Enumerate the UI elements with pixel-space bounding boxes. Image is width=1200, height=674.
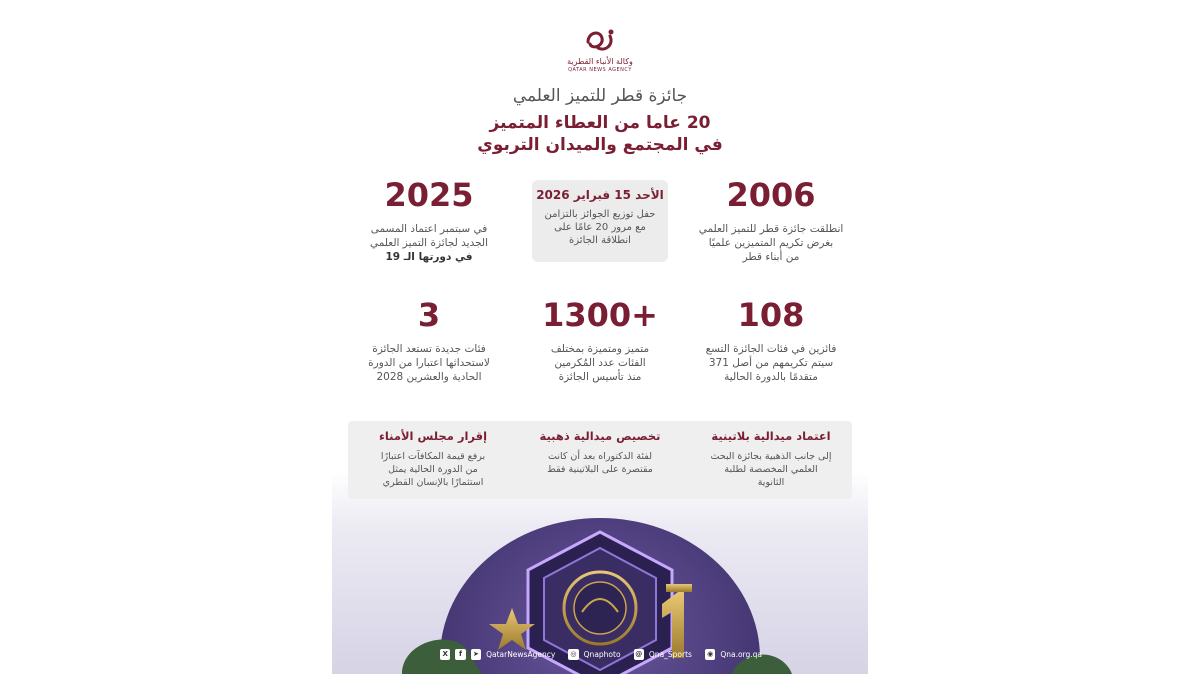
instagram-icon[interactable]: ◎ xyxy=(568,649,578,660)
infographic-poster xyxy=(332,0,868,674)
band-heading: اعتماد ميدالية بلاتينية xyxy=(711,429,831,443)
award-title: جائزة قطر للتميز العلمي xyxy=(512,86,688,106)
band-board-approval xyxy=(358,429,508,489)
handle-qnaphoto[interactable]: Qnaphoto xyxy=(583,649,621,659)
ceremony-event-box xyxy=(532,180,668,262)
medals-band xyxy=(348,421,852,499)
qna-logo-icon xyxy=(580,26,620,56)
handle-qatarnewsagency[interactable]: QatarNewsAgency xyxy=(486,649,556,659)
threads-icon[interactable]: @ xyxy=(635,650,643,658)
event-date: الأحد 15 فبراير 2026 xyxy=(536,188,664,202)
band-heading: إقرار مجلس الأمناء xyxy=(378,429,488,443)
stat-description: فئات جديدة تستعد الجائزة لاستحداثها اعتبارا من الدورة الحادية والعشرين 2028 xyxy=(368,343,490,383)
telegram-icon[interactable]: ➤ xyxy=(471,649,481,660)
stat-108 xyxy=(696,296,846,384)
stat-description: في سبتمبر اعتماد المسمى الجديد لجائزة التميز العلمي في دورتها الـ 19 xyxy=(369,223,489,263)
headline xyxy=(332,112,868,156)
handle-qna-org[interactable]: Qna.org.qa xyxy=(720,649,762,659)
stat-2025 xyxy=(354,176,504,264)
x-icon[interactable]: X xyxy=(440,649,450,660)
headline-line-2: في المجتمع والميدان التربوي xyxy=(477,135,723,155)
logo-agency-english: QATAR NEWS AGENCY xyxy=(568,67,632,73)
band-text: إلى جانب الذهبية بجائزة البحث العلمي المخصصة لطلبة الثانوية xyxy=(710,451,832,488)
stat-value: 2025 xyxy=(384,176,474,214)
band-text: لفئة الدكتوراه بعد أن كانت مقتصرة على البلاتينية فقط xyxy=(547,451,653,475)
stat-value: 2006 xyxy=(726,176,816,214)
stat-1300 xyxy=(525,296,675,384)
band-gold-medal xyxy=(525,429,675,476)
logo-agency-arabic: وكالة الأنباء القطرية xyxy=(567,57,633,66)
stat-value: 3 xyxy=(417,296,441,334)
stat-description: فائزين في فئات الجائزة التسع سيتم تكريمهم من أصل 371 متقدمًا بالدورة الحالية xyxy=(705,343,837,383)
qna-logo xyxy=(332,26,868,74)
handle-qna-sports[interactable]: Qna_Sports xyxy=(648,649,692,659)
event-description: حفل توزيع الجوائز بالتزامن مع مرور 20 عامًا على انطلاقة الجائزة xyxy=(544,209,656,246)
stat-description: انطلقت جائزة قطر للتميز العلمي بغرض تكريم المتميزين علميًا من أبناء قطر xyxy=(698,223,844,263)
facebook-icon[interactable]: f xyxy=(455,649,465,660)
band-text: برفع قيمة المكافآت اعتبارًا من الدورة الحالية يمثل استثمارًا بالإنسان القطري xyxy=(380,451,486,488)
band-heading: تخصيص ميدالية ذهبية xyxy=(539,429,661,443)
headline-line-1: 20 عاما من العطاء المتميز xyxy=(489,113,711,133)
web-icon[interactable]: ◉ xyxy=(705,649,715,660)
stat-value: 1300+ xyxy=(542,296,658,334)
stat-description: متميز ومتميزة بمختلف الفئات عدد المُكرمين منذ تأسيس الجائزة xyxy=(550,343,650,383)
social-links xyxy=(440,646,770,662)
stat-3 xyxy=(354,296,504,384)
stat-value: 108 xyxy=(737,296,805,334)
stat-2006 xyxy=(696,176,846,264)
band-platinum-medal xyxy=(696,429,846,489)
